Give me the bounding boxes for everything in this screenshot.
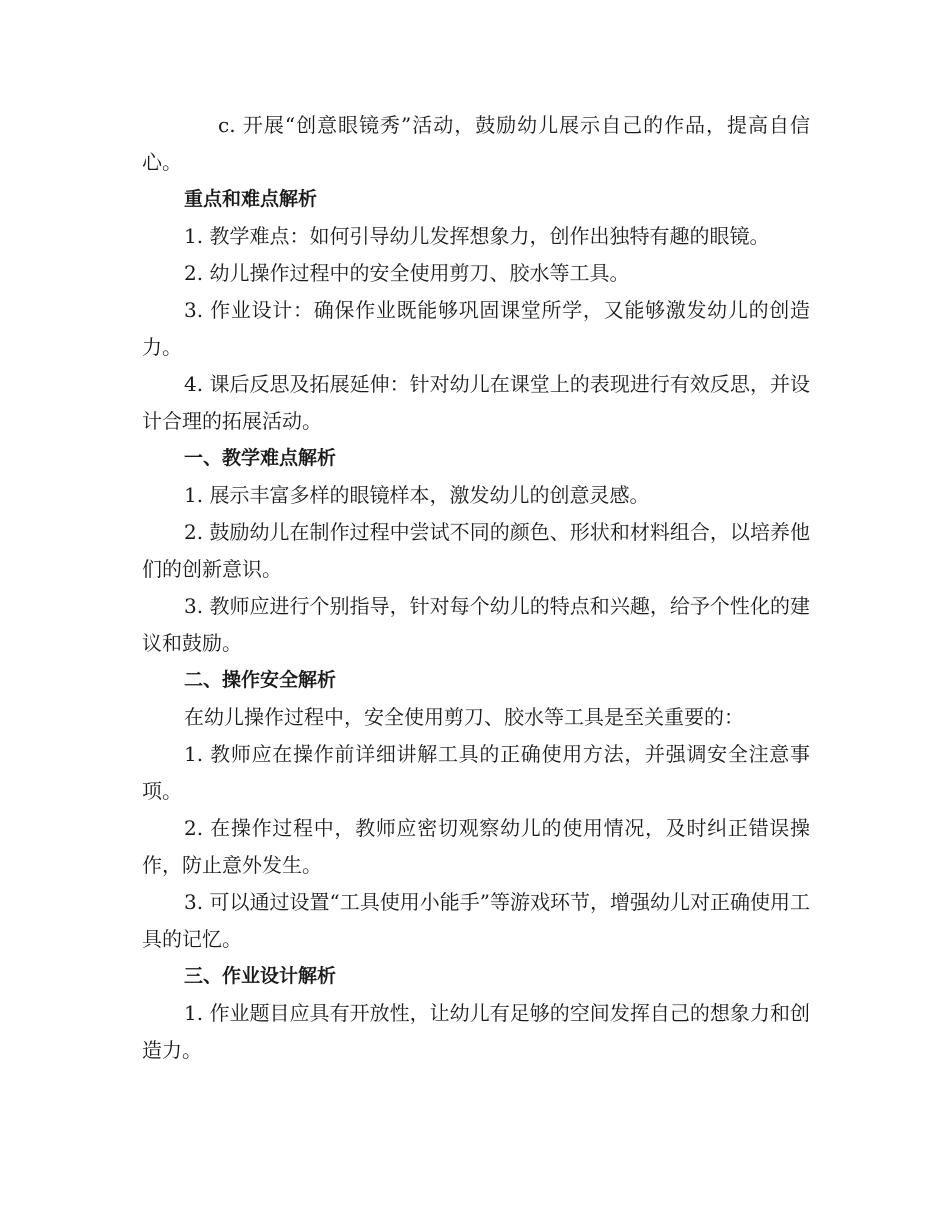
section-heading-homework-design: 三、作业设计解析 <box>184 965 337 987</box>
paragraph-individual-guidance: 3. 教师应进行个别指导，针对每个幼儿的特点和兴趣，给予个性化的建议和鼓励。 <box>142 594 810 655</box>
paragraph-explain-tools: 1. 教师应在操作前详细讲解工具的正确使用方法，并强调安全注意事项。 <box>142 742 810 803</box>
paragraph-glasses-samples: 1. 展示丰富多样的眼镜样本，激发幼儿的创意灵感。 <box>184 483 650 507</box>
paragraph-tool-safety: 2. 幼儿操作过程中的安全使用剪刀、胶水等工具。 <box>184 261 630 285</box>
paragraph-encourage-combinations: 2. 鼓励幼儿在制作过程中尝试不同的颜色、形状和材料组合，以培养他们的创新意识。 <box>142 520 810 581</box>
section-heading-teaching-difficulty: 一、教学难点解析 <box>184 447 337 469</box>
paragraph-observe-children: 2. 在操作过程中，教师应密切观察幼儿的使用情况，及时纠正错误操作，防止意外发生。 <box>142 816 810 877</box>
paragraph-homework-design: 3. 作业设计：确保作业既能够巩固课堂所学，又能够激发幼儿的创造力。 <box>142 298 810 359</box>
paragraph-tool-game: 3. 可以通过设置“工具使用小能手”等游戏环节，增强幼儿对正确使用工具的记忆。 <box>142 890 810 951</box>
section-heading-operation-safety: 二、操作安全解析 <box>184 669 337 691</box>
paragraph-safety-intro: 在幼儿操作过程中，安全使用剪刀、胶水等工具是至关重要的： <box>184 705 744 729</box>
section-heading-key-points: 重点和难点解析 <box>184 188 318 210</box>
document-page <box>142 107 810 1069</box>
paragraph-open-homework: 1. 作业题目应具有开放性，让幼儿有足够的空间发挥自己的想象力和创造力。 <box>142 1001 810 1062</box>
paragraph-reflection-extension: 4. 课后反思及拓展延伸：针对幼儿在课堂上的表现进行有效反思，并设计合理的拓展活动。 <box>142 372 810 433</box>
paragraph-creative-glasses-show: c. 开展“创意眼镜秀”活动，鼓励幼儿展示自己的作品，提高自信心。 <box>142 113 810 174</box>
paragraph-teaching-difficulty: 1. 教学难点：如何引导幼儿发挥想象力，创作出独特有趣的眼镜。 <box>184 224 770 248</box>
